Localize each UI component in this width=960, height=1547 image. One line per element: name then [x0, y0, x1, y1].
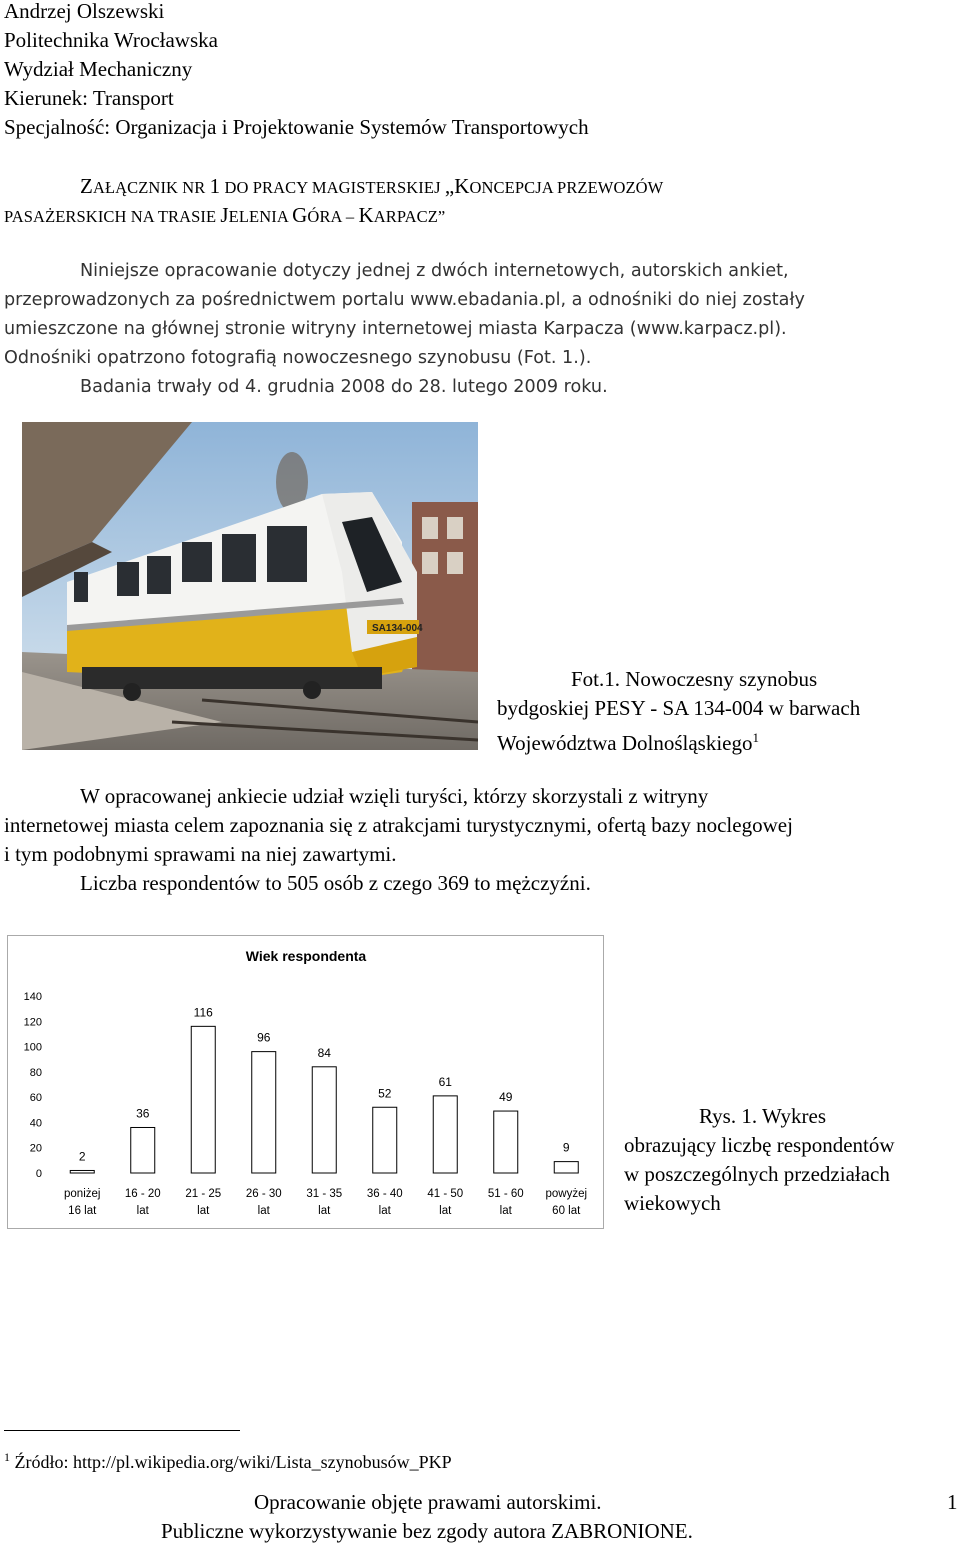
figure-caption-line4: wiekowych	[624, 1191, 721, 1215]
figure-caption-line1: Rys. 1. Wykres	[699, 1104, 827, 1128]
data-label: 9	[562, 1140, 570, 1155]
photo-caption-line1: Fot.1. Nowoczesny szynobus	[571, 667, 818, 691]
bar	[433, 1096, 457, 1173]
document-title-line2: PASAŻERSKICH NA TRASIE JELENIA GÓRA – KARPACZ”	[4, 203, 446, 227]
field-of-study: Kierunek: Transport	[4, 86, 174, 110]
chart-title: Wiek respondenta	[245, 948, 367, 964]
bar	[70, 1170, 94, 1173]
age-chart	[7, 935, 604, 1229]
footnote	[4, 1444, 452, 1475]
railbus-photo	[22, 422, 478, 750]
bar	[131, 1127, 155, 1173]
bar	[312, 1067, 336, 1173]
page-number: 1	[947, 1490, 958, 1514]
document-title-line1: ZAŁĄCZNIK NR 1 DO PRACY MAGISTERSKIEJ „KONCEPCJA PRZEWOZÓW	[80, 174, 664, 198]
bar	[191, 1026, 215, 1173]
body-line-4: Liczba respondentów to 505 osób z czego 369 to mężczyźni.	[80, 871, 591, 895]
train-number-label: SA134-004	[372, 623, 423, 634]
x-category-label: 16 lat	[68, 1205, 97, 1217]
figure-caption-line3: w poszczególnych przedziałach	[624, 1162, 890, 1186]
y-tick-label: 40	[29, 1117, 42, 1130]
author-name: Andrzej Olszewski	[4, 0, 165, 23]
intro-line-5: Badania trwały od 4. grudnia 2008 do 28. lutego 2009 roku.	[80, 377, 608, 397]
footnote-separator	[4, 1430, 240, 1431]
data-label: 61	[438, 1074, 452, 1089]
x-category-label: lat	[378, 1205, 391, 1217]
body-line-2: internetowej miasta celem zapoznania się z atrakcjami turystycznymi, ofertą bazy noclegowej	[4, 813, 793, 837]
x-category-label: 31 - 35	[306, 1188, 343, 1200]
x-category-label: lat	[318, 1205, 331, 1217]
x-category-label: lat	[197, 1205, 210, 1217]
x-category-label: poniżej	[64, 1188, 101, 1200]
footnote-mark: 1	[4, 1450, 10, 1464]
y-tick-label: 120	[23, 1016, 42, 1029]
data-label: 96	[257, 1030, 271, 1045]
photo-caption-line2: bydgoskiej PESY - SA 134-004 w barwach	[497, 696, 861, 720]
y-tick-label: 100	[23, 1041, 42, 1054]
y-tick-label: 60	[29, 1092, 42, 1105]
x-category-label: powyżej	[545, 1188, 588, 1200]
y-tick-label: 0	[35, 1168, 42, 1180]
data-label: 52	[378, 1086, 392, 1101]
data-label: 84	[317, 1045, 331, 1060]
intro-line-2: przeprowadzonych za pośrednictwem portalu www.ebadania.pl, a odnośniki do niej zostały	[4, 290, 805, 310]
bar	[373, 1107, 397, 1173]
data-label: 49	[499, 1090, 513, 1105]
intro-line-3: umieszczone na głównej stronie witryny internetowej miasta Karpacza (www.karpacz.pl).	[4, 319, 787, 339]
bars	[64, 1005, 587, 1217]
x-category-label: lat	[499, 1205, 512, 1217]
y-tick-label: 140	[23, 991, 42, 1003]
university-name: Politechnika Wrocławska	[4, 28, 218, 52]
age-bar-chart	[8, 936, 605, 1230]
body-line-3: i tym podobnymi sprawami na niej zawartymi.	[4, 842, 397, 866]
footnote-text: Źródło: http://pl.wikipedia.org/wiki/Lista_szynobusów_PKP	[10, 1452, 452, 1472]
x-category-label: lat	[136, 1205, 149, 1217]
bar	[494, 1111, 518, 1173]
faculty-name: Wydział Mechaniczny	[4, 57, 193, 81]
figure-caption-line2: obrazujący liczbę respondentów	[624, 1133, 895, 1157]
body-line-1: W opracowanej ankiecie udział wzięli turyści, którzy skorzystali z witryny	[80, 784, 709, 808]
x-category-label: lat	[439, 1205, 452, 1217]
y-axis	[24, 991, 42, 1180]
specialty: Specjalność: Organizacja i Projektowanie Systemów Transportowych	[4, 115, 589, 139]
data-label: 116	[193, 1005, 213, 1020]
y-tick-label: 80	[29, 1066, 42, 1079]
intro-line-1: Niniejsze opracowanie dotyczy jednej z dwóch internetowych, autorskich ankiet,	[80, 261, 789, 281]
x-category-label: lat	[257, 1205, 270, 1217]
data-label: 36	[136, 1106, 150, 1121]
x-category-label: 26 - 30	[245, 1188, 282, 1200]
footnote-reference: 1	[752, 730, 760, 745]
data-label: 2	[78, 1149, 86, 1164]
bar	[554, 1162, 578, 1173]
x-category-label: 16 - 20	[124, 1188, 161, 1200]
x-category-label: 41 - 50	[427, 1188, 464, 1200]
bar	[252, 1052, 276, 1173]
y-tick-label: 20	[29, 1142, 42, 1155]
footer-usage-notice: Publiczne wykorzystywanie bez zgody autora ZABRONIONE.	[161, 1519, 693, 1543]
x-category-label: 51 - 60	[487, 1188, 524, 1200]
footer-copyright: Opracowanie objęte prawami autorskimi.	[254, 1490, 602, 1514]
x-category-label: 36 - 40	[366, 1188, 403, 1200]
x-category-label: 21 - 25	[185, 1188, 222, 1200]
photo-caption-line3: Województwa Dolnośląskiego$^1$	[497, 730, 760, 755]
x-category-label: 60 lat	[552, 1205, 581, 1217]
intro-line-4: Odnośniki opatrzono fotografią nowoczesnego szynobusu (Fot. 1.).	[4, 348, 592, 368]
